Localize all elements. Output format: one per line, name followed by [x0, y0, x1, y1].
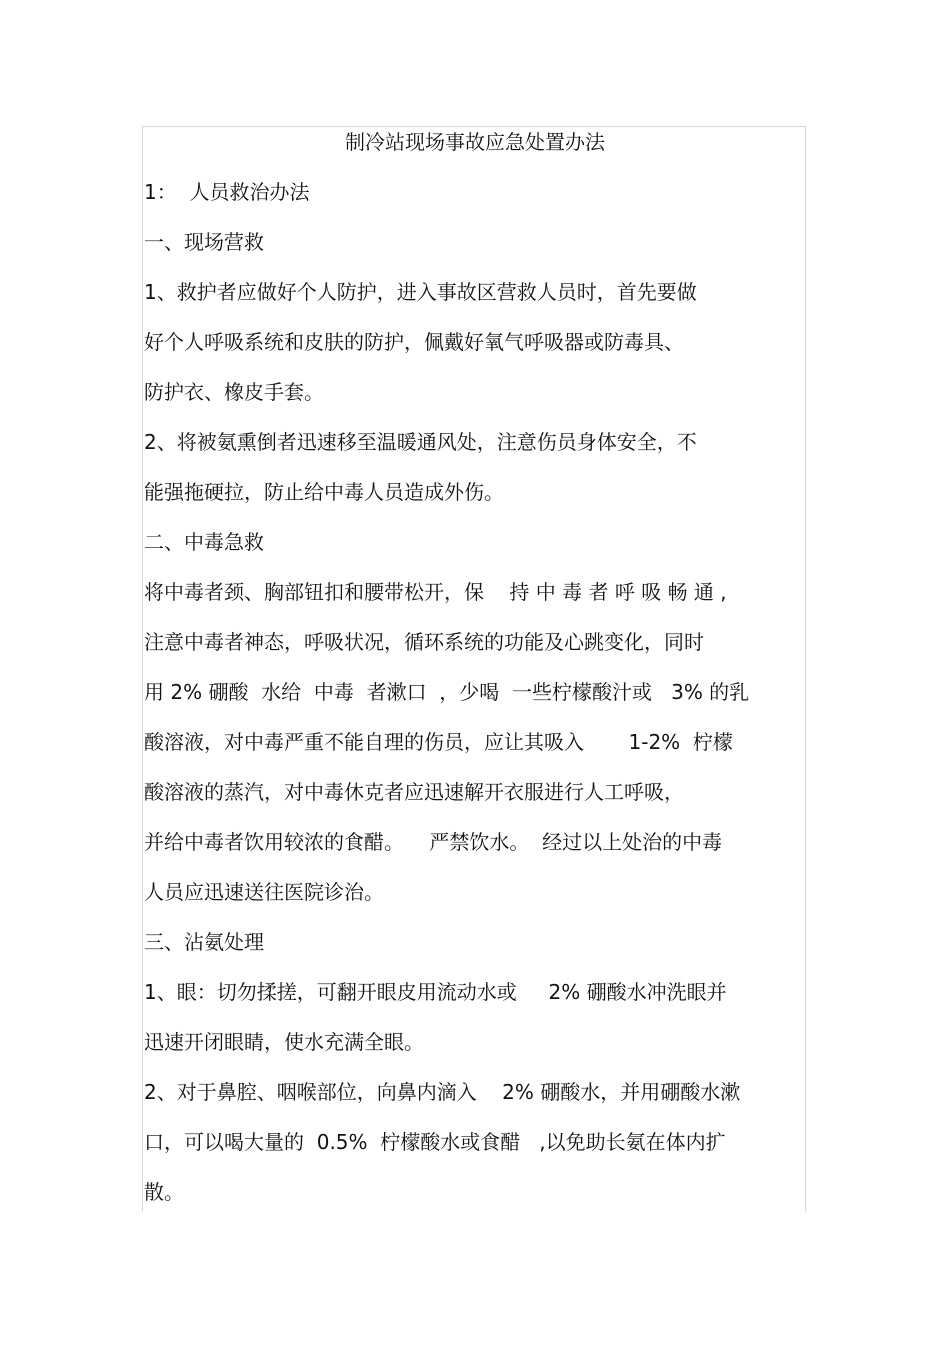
- body-line: 防护衣、橡皮手套。: [144, 380, 324, 404]
- body-line: 迅速开闭眼睛，使水充满全眼。: [144, 1030, 424, 1054]
- section-heading: 一、现场营救: [144, 230, 264, 254]
- body-line: 将中毒者颈、胸部钮扣和腰带松开，保 持 中 毒 者 呼 吸 畅 通 ,: [144, 580, 727, 604]
- document-title: 制冷站现场事故应急处置办法: [345, 130, 605, 154]
- section-heading: 二、中毒急救: [144, 530, 264, 554]
- body-line: 并给中毒者饮用较浓的食醋。 严禁饮水。 经过以上处治的中毒: [144, 830, 723, 854]
- body-line: 酸溶液，对中毒严重不能自理的伤员，应让其吸入 1-2% 柠檬: [144, 730, 733, 754]
- body-line: 能强拖硬拉，防止给中毒人员造成外伤。: [144, 480, 504, 504]
- body-line: 口，可以喝大量的 0.5% 柠檬酸水或食醋 ,以免助长氨在体内扩: [144, 1130, 726, 1154]
- section-heading: 三、沾氨处理: [144, 930, 264, 954]
- body-line: 好个人呼吸系统和皮肤的防护，佩戴好氧气呼吸器或防毒具、: [144, 330, 684, 354]
- body-line: 1、救护者应做好个人防护，进入事故区营救人员时，首先要做: [144, 280, 697, 304]
- body-line: 用 2% 硼酸 水给 中毒 者漱口 ，少喝 一些柠檬酸汁或 3% 的乳: [144, 680, 750, 704]
- body-line: 酸溶液的蒸汽，对中毒休克者应迅速解开衣服进行人工呼吸，: [144, 780, 684, 804]
- body-line: 1、眼：切勿揉搓，可翻开眼皮用流动水或 2% 硼酸水冲洗眼并: [144, 980, 727, 1004]
- body-line: 注意中毒者神态，呼吸状况，循环系统的功能及心跳变化，同时: [144, 630, 704, 654]
- body-line: 人员应迅速送往医院诊治。: [144, 880, 384, 904]
- body-line: 2、对于鼻腔、咽喉部位，向鼻内滴入 2% 硼酸水，并用硼酸水漱: [144, 1080, 741, 1104]
- body-line: 2、将被氨熏倒者迅速移至温暖通风处，注意伤员身体安全，不: [144, 430, 697, 454]
- body-line: 散。: [144, 1180, 184, 1204]
- section-heading: 1： 人员救治办法: [144, 180, 310, 204]
